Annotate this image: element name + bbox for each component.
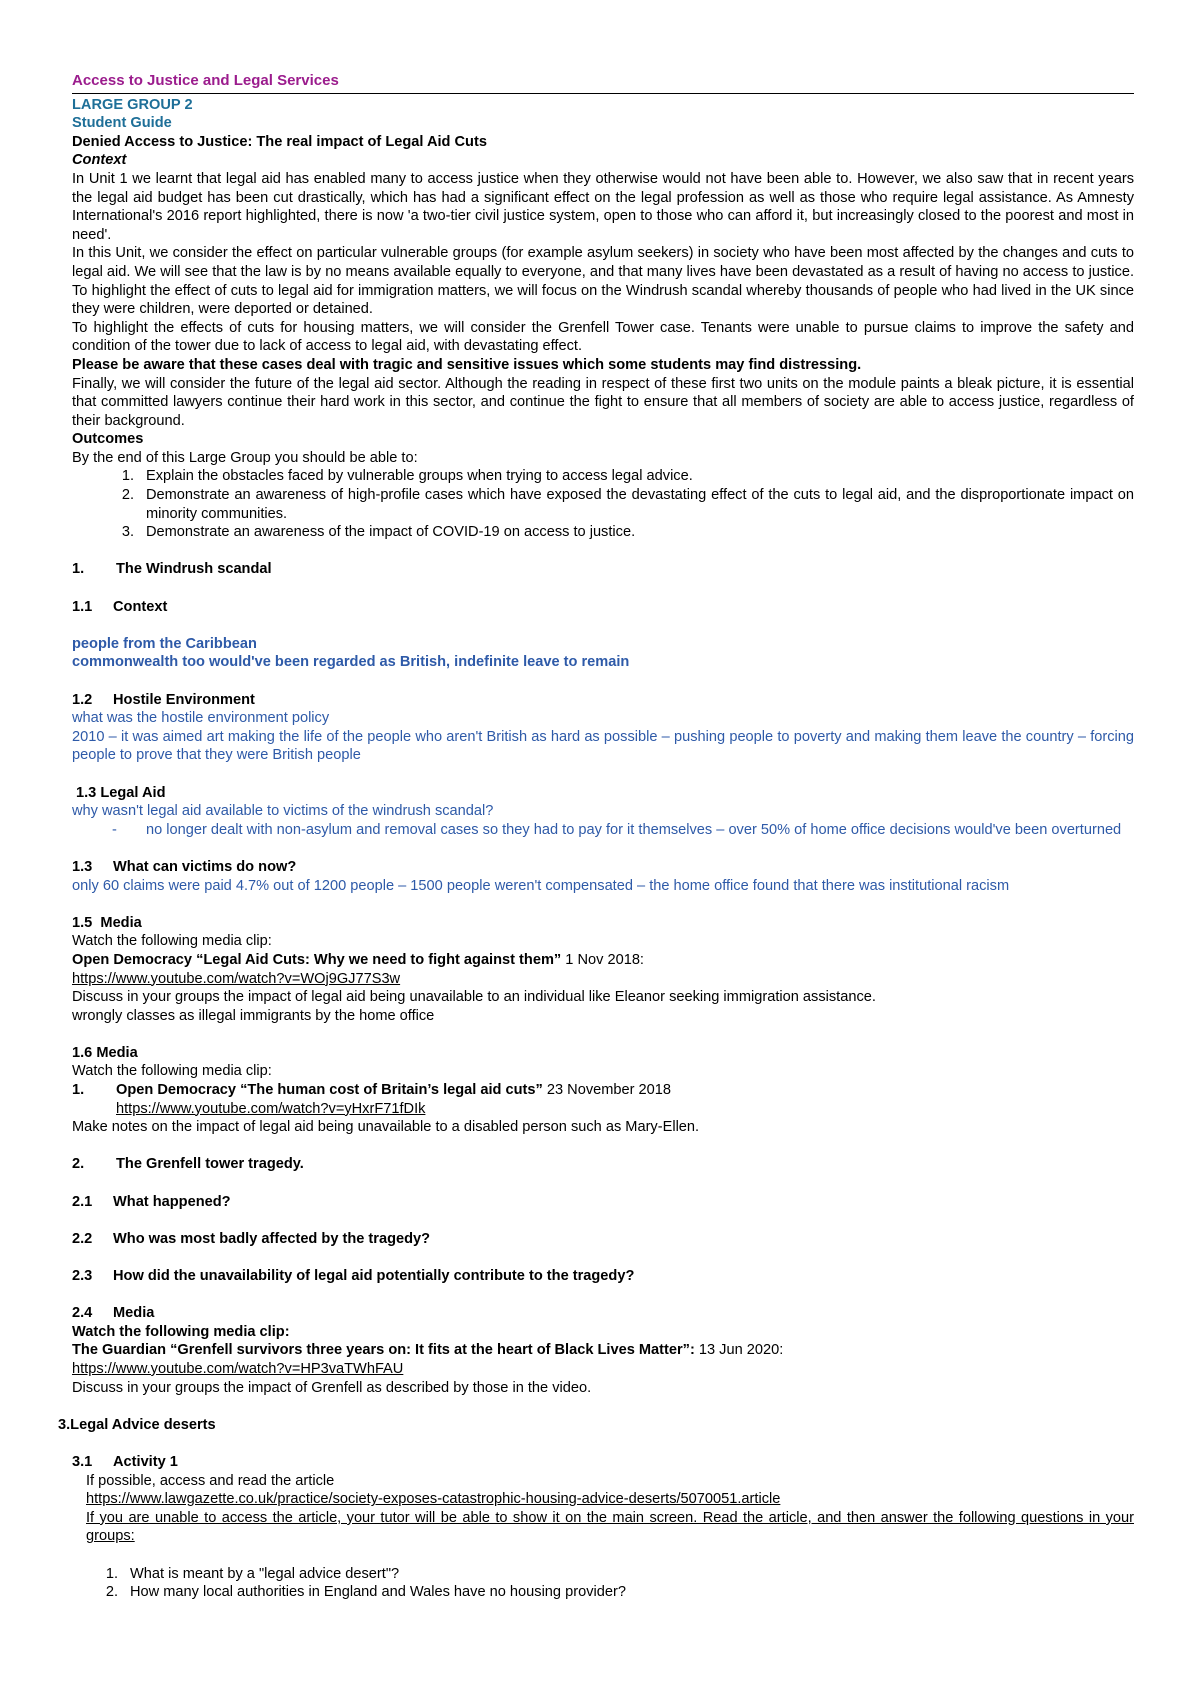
activity-instructions: If you are unable to access the article, your tutor will be able to show it on the main screen. Read the article, and then answer the following questions in your groups: <box>86 1509 1134 1545</box>
student-note: what was the hostile environment policy <box>72 710 330 727</box>
guide-label: Student Guide <box>72 115 172 132</box>
list-item: 1. Open Democracy “The human cost of Britain’s legal aid cuts” 23 November 2018 <box>72 1082 672 1099</box>
media-intro: Watch the following media clip: <box>72 1323 290 1340</box>
list-item: 1. What is meant by a "legal advice desert"? <box>105 1565 400 1582</box>
media-intro: Watch the following media clip: <box>72 1063 272 1080</box>
group-label: LARGE GROUP 2 <box>72 96 193 113</box>
outcomes-list <box>72 467 1134 541</box>
subheading-media-2: 1.6 Media <box>72 1044 138 1061</box>
header-rule <box>72 93 1134 94</box>
notes-prompt: Make notes on the impact of legal aid being unavailable to a disabled person such as Mary-Ellen. <box>72 1119 700 1136</box>
media-clip-title: Open Democracy “Legal Aid Cuts: Why we need to fight against them” 1 Nov 2018: <box>72 951 644 968</box>
media-link[interactable]: https://www.youtube.com/watch?v=WOj9GJ77S3w <box>72 970 401 987</box>
outcomes-label: Outcomes <box>72 431 144 448</box>
subheading-hostile-environment: 1.2 Hostile Environment <box>72 691 255 708</box>
subheading-legal-aid-contribution: 2.3 How did the unavailability of legal aid potentially contribute to the tragedy? <box>72 1268 635 1284</box>
subheading-legal-aid: 1.3 Legal Aid <box>76 784 166 801</box>
subheading-who-affected: 2.2 Who was most badly affected by the tragedy? <box>72 1230 431 1247</box>
media-clip-title: The Guardian “Grenfell survivors three years on: It fits at the heart of Black Lives Matter”: 13 Jun 2020: <box>72 1342 784 1359</box>
media-link[interactable]: https://www.youtube.com/watch?v=HP3vaTWhFAU <box>72 1360 404 1377</box>
discussion-prompt: Discuss in your groups the impact of Grenfell as described by those in the video. <box>72 1379 592 1396</box>
student-note: only 60 claims were paid 4.7% out of 1200 people – 1500 people weren't compensated – the home office found that there was institutional racism <box>72 877 1010 894</box>
media-intro: Watch the following media clip: <box>72 933 272 950</box>
student-note: 2010 – it was aimed art making the life of the people who aren't British as hard as possible – pushing people to poverty and making them leave the country – forcing people to prove that they were British people <box>72 728 1134 764</box>
subheading-victims: 1.3 What can victims do now? <box>72 858 297 875</box>
discussion-prompt: Discuss in your groups the impact of legal aid being unavailable to an individual like Eleanor seeking immigration assistance. <box>72 989 876 1006</box>
document-page <box>58 72 1134 1602</box>
intro-paragraph-3: To highlight the effects of cuts for housing matters, we will consider the Grenfell Tower case. Tenants were unable to pursue claims to improve the safety and condition of the tower due to lack of access to legal aid, with devastating effect. <box>72 319 1134 355</box>
section-heading-windrush: 1. The Windrush scandal <box>72 561 272 578</box>
list-item: 3. Demonstrate an awareness of the impact of COVID-19 on access to justice. <box>121 524 636 541</box>
student-note: why wasn't legal aid available to victims of the windrush scandal? <box>72 803 494 820</box>
list-item: - no longer dealt with non-asylum and removal cases so they had to pay for it themselves – over 50% of home office decisions would've been overturned <box>112 821 1122 838</box>
intro-paragraph-2: In this Unit, we consider the effect on particular vulnerable groups (for example asylum seekers) in society who have been most affected by the changes and cuts to legal aid. We will see that the law is by no means available equally to everyone, and that many lives have been devastated as a result of having no access to justice. To highlight the effect of cuts to legal aid for immigration matters, we will focus on the Windrush scandal whereby thousands of people who had lived in the UK since they were children, were deported or detained. <box>72 245 1134 318</box>
module-title: Access to Justice and Legal Services <box>72 72 339 89</box>
section-heading-deserts: 3.Legal Advice deserts <box>58 1416 216 1433</box>
list-item: 2. Demonstrate an awareness of high-profile cases which have exposed the devastating effect of the cuts to legal aid, and the disproportionate impact on minority communities. <box>121 487 1134 522</box>
document-title: Denied Access to Justice: The real impact of Legal Aid Cuts <box>72 133 487 150</box>
activity-intro: If possible, access and read the article <box>86 1472 335 1489</box>
context-label: Context <box>72 152 127 169</box>
media-link[interactable]: https://www.youtube.com/watch?v=yHxrF71fDIk <box>116 1100 426 1117</box>
student-note: people from the Caribbean <box>72 635 257 652</box>
student-note: wrongly classes as illegal immigrants by the home office <box>72 1007 435 1024</box>
intro-paragraph-1: In Unit 1 we learnt that legal aid has enabled many to access justice when they otherwise would not have been able to. However, we also saw that in recent years the legal aid budget has been cut drastically, which has had a significant effect on the legal profession as well as those who require legal assistance. As Amnesty International's 2016 report highlighted, there is now 'a two-tier civil justice system, open to those who can afford it, but increasingly closed to the poorest and most in need'. <box>72 170 1134 243</box>
section-heading-grenfell: 2. The Grenfell tower tragedy. <box>72 1156 304 1173</box>
subheading-context: 1.1 Context <box>72 598 168 615</box>
content-warning: Please be aware that these cases deal with tragic and sensitive issues which some students may find distressing. <box>72 356 862 373</box>
student-note: commonwealth too would've been regarded as British, indefinite leave to remain <box>72 654 630 671</box>
list-item: 1. Explain the obstacles faced by vulnerable groups when trying to access legal advice. <box>121 468 693 485</box>
intro-paragraph-4: Finally, we will consider the future of the legal aid sector. Although the reading in respect of these first two units on the module paints a bleak picture, it is essential that committed lawyers continue their hard work in this sector, and continue the fight to ensure that all members of society are able to access justice, regardless of their background. <box>72 375 1134 429</box>
outcomes-intro: By the end of this Large Group you should be able to: <box>72 449 418 466</box>
subheading-what-happened: 2.1 What happened? <box>72 1193 231 1210</box>
list-item: 2. How many local authorities in England and Wales have no housing provider? <box>105 1584 626 1601</box>
subheading-activity-1: 3.1 Activity 1 <box>72 1453 178 1470</box>
subheading-media-1: 1.5 Media <box>72 914 142 931</box>
subheading-media-3: 2.4 Media <box>72 1305 155 1322</box>
article-link[interactable]: https://www.lawgazette.co.uk/practice/society-exposes-catastrophic-housing-advice-deserts/5070051.article <box>86 1491 781 1508</box>
